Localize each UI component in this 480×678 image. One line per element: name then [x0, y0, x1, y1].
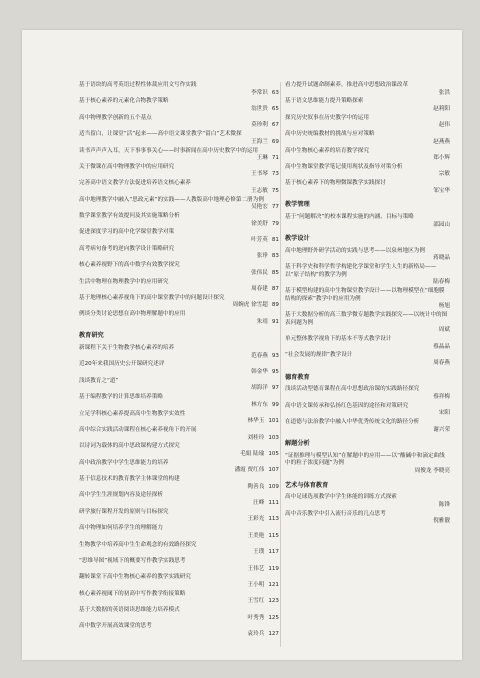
entry-meta — [79, 237, 279, 245]
entry-author: 韩金华 — [251, 369, 268, 375]
contents-column-right — [285, 82, 450, 527]
entry-author: 徐美舒 — [251, 220, 268, 227]
entry-meta — [79, 90, 279, 98]
entry-meta — [79, 155, 279, 163]
entry-title: 高中足球选项教学中学生体能的训练方式探索 — [285, 494, 397, 501]
toc-entry[interactable] — [79, 148, 279, 163]
entry-page-number: 95 — [271, 369, 279, 375]
entry-meta — [285, 518, 450, 526]
entry-title: 单元整体教学视角下的基本不等式教学设计 — [285, 336, 392, 343]
entry-author: 陆春梅 — [433, 279, 450, 286]
entry-meta — [79, 484, 279, 492]
entry-meta — [79, 106, 279, 114]
entry-page-number: 119 — [268, 565, 279, 572]
entry-title: 基于地理核心素养视角下的高中课堂教学中的问题设计探究 — [79, 294, 225, 301]
toc-entry[interactable] — [79, 262, 279, 277]
entry-title: 基于大数据分析的高三数学微专题教学实践探究——以统计中的图表问题为例 — [285, 312, 448, 326]
entry-author: 邵园山 — [433, 221, 450, 228]
entry-author: 陶善良 — [247, 483, 265, 490]
toc-entry[interactable] — [79, 361, 279, 376]
entry-author: 周斌 — [438, 327, 450, 334]
entry-meta — [79, 122, 279, 130]
entry-meta — [79, 171, 279, 179]
entry-author: 蔡晶晶 — [433, 343, 450, 350]
entry-author: 范春燕 — [251, 352, 268, 359]
toc-entry[interactable] — [79, 623, 279, 638]
entry-meta — [285, 155, 450, 163]
entry-page-number: 85 — [271, 269, 279, 276]
entry-title: 生物教学中培养高中生生命观念的有效路径探究 — [79, 541, 197, 548]
entry-meta — [79, 418, 279, 426]
toc-entry[interactable] — [285, 336, 450, 351]
toc-entry[interactable] — [79, 164, 279, 179]
toc-entry[interactable] — [79, 378, 279, 393]
entry-author: 王书琴 — [251, 171, 268, 178]
entry-page-number: 89 — [271, 302, 279, 309]
toc-entry[interactable] — [79, 180, 279, 195]
entry-meta — [79, 533, 279, 541]
entry-meta — [285, 188, 450, 196]
toc-entry[interactable] — [285, 148, 450, 163]
entry-page-number: 87 — [271, 286, 279, 293]
entry-title: 基于模型构建的高中生物课堂教学设计——以物理模型在“细胞膜结构的探索”教学中的应用为例 — [285, 288, 445, 302]
toc-entry[interactable] — [79, 574, 279, 589]
entry-author: 吴艳宏 — [251, 204, 268, 211]
entry-title: 高中生物课堂教学笔记使用现状及指导对策分析 — [285, 163, 403, 170]
entry-author: 周春燕 — [433, 360, 450, 367]
toc-entry[interactable] — [285, 403, 450, 418]
entry-author: 王小明 — [247, 581, 265, 588]
entry-title: 高中历史统编教材的挑战与应对策略 — [285, 131, 375, 138]
entry-page-number: 115 — [268, 532, 279, 539]
entry-meta — [285, 502, 450, 510]
entry-meta — [79, 516, 279, 524]
entry-title: 高中物理如何培养学生的理解能力 — [79, 525, 163, 532]
entry-title: 高中音乐教学中引入流行音乐的几点思考 — [285, 510, 386, 517]
entry-title: 适当留白，让课堂“活”起来——高中语文课堂教学“留白”艺术微探 — [79, 131, 242, 138]
toc-entry[interactable] — [79, 82, 279, 97]
toc-entry[interactable] — [79, 607, 279, 622]
entry-meta — [79, 221, 279, 229]
entry-author: 毛娟 陆瑜 — [240, 450, 265, 457]
toc-entry[interactable] — [285, 180, 450, 195]
entry-title: 探究历史叙事在历史教学中的运用 — [285, 114, 369, 121]
entry-author: 赵燕燕 — [433, 138, 450, 145]
entry-author: 刘桂玲 — [247, 434, 265, 441]
entry-author: 赵伟 — [438, 122, 450, 129]
entry-meta — [285, 222, 450, 230]
entry-page-number: 127 — [268, 631, 279, 637]
entry-title: 近20年来我国历史公开课研究述评 — [79, 361, 165, 368]
entry-title: 例谈分类讨论思想在高中物理解题中的应用 — [79, 311, 186, 318]
entry-page-number: 107 — [268, 467, 279, 474]
entry-author: 杨旭 — [438, 303, 450, 310]
entry-page-number: 105 — [268, 450, 279, 457]
entry-author: 王伟艺 — [247, 565, 265, 572]
entry-title: 基于“问题解决”的校本课程实施的内涵、目标与策略 — [285, 214, 414, 221]
entry-meta — [285, 360, 450, 368]
entry-meta — [79, 302, 279, 310]
section-heading: 解题分析 — [285, 440, 310, 448]
entry-author: 王璞 — [253, 549, 265, 556]
entry-page-number: 123 — [268, 598, 279, 605]
entry-meta — [285, 394, 450, 402]
entry-author: 林方东 — [251, 401, 268, 408]
entry-title: 核心素养视野下的高中数学有效教学探究 — [79, 262, 180, 269]
toc-entry[interactable] — [285, 164, 450, 179]
entry-title: 基于语文思维能力提升策略探索 — [285, 98, 364, 105]
entry-page-number: 63 — [271, 89, 279, 96]
entry-author: 陈锋 — [438, 501, 450, 508]
entry-author: 蔡祥梅 — [433, 393, 450, 400]
entry-title: 生活中物理在物理教学中的应用研究 — [79, 278, 169, 285]
toc-entry[interactable] — [285, 98, 450, 113]
entry-meta — [79, 598, 279, 606]
toc-entry[interactable] — [285, 82, 450, 97]
entry-title: 以诗词为载体的高中思政课构建方式探究 — [79, 443, 180, 450]
entry-meta — [79, 467, 279, 475]
entry-title: 看力提升试题命制素养，推进高中思想政治课改革 — [285, 82, 409, 88]
entry-title: 读书声声声入耳，天下事事事关心——时事新闻在高中历史教学中的运用 — [79, 147, 259, 154]
entry-title: 高考病句备考的逆向教学设计策略研究 — [79, 245, 175, 252]
entry-author: 叶芳英 — [251, 236, 268, 243]
entry-page-number: 113 — [268, 516, 279, 523]
entry-title: 高中综合实践活动课程在核心素养视角下的开展 — [79, 426, 197, 433]
entry-meta — [285, 171, 450, 179]
entry-author: 林华玉 — [247, 418, 265, 425]
entry-author: 邹宝华 — [433, 187, 450, 194]
toc-entry[interactable] — [285, 288, 450, 311]
entry-title: 高中数学开展高效课堂的思考 — [79, 623, 152, 630]
section-heading: 教育研究 — [79, 332, 104, 340]
entry-title: 立足学科核心素养提高高中生物教学实效性 — [79, 410, 186, 417]
entry-meta — [79, 500, 279, 508]
entry-meta — [285, 279, 450, 287]
entry-author: 张伟民 — [251, 269, 268, 276]
toc-entry[interactable] — [79, 213, 279, 228]
entry-page-number: 69 — [271, 138, 279, 145]
entry-page-number: 111 — [268, 500, 279, 506]
contents-column-left — [79, 82, 279, 640]
entry-author: 莫珍利 — [251, 122, 268, 129]
toc-entry[interactable] — [285, 115, 450, 130]
entry-author: 叶秀秀 — [247, 614, 265, 621]
entry-author: 朱靖 — [256, 318, 268, 325]
entry-meta — [79, 402, 279, 410]
toc-entry[interactable] — [79, 295, 279, 310]
entry-page-number: 109 — [268, 483, 279, 490]
entry-meta — [285, 122, 450, 130]
toc-entry[interactable] — [79, 229, 279, 244]
entry-author: 张琤 — [256, 253, 268, 260]
toc-entry[interactable] — [79, 591, 279, 606]
entry-author: 王志敏 — [251, 187, 268, 194]
entry-page-number: 93 — [271, 352, 279, 359]
entry-meta — [79, 582, 279, 590]
entry-title: 新课程下关于生物教学核心素养的培养 — [79, 345, 175, 352]
toc-entry[interactable] — [79, 345, 279, 360]
entry-meta — [79, 253, 279, 261]
entry-meta — [79, 631, 279, 639]
entry-title: 研学旅行课程开发的原则与目标探究 — [79, 508, 169, 515]
entry-title: “证据推理与模型认知”在解题中的应用——以“酸碱中和滴定曲线中的粒子浓度问题”为例 — [285, 452, 445, 467]
entry-page-number: 101 — [268, 418, 279, 425]
entry-title: “思维导图”视域下的概要写作教学实践思考 — [79, 557, 186, 564]
toc-entry[interactable] — [79, 394, 279, 409]
entry-author: 王雪红 — [247, 598, 265, 605]
toc-entry[interactable] — [285, 352, 450, 367]
entry-author: 潘霞 贾红伟 — [234, 467, 265, 474]
toc-entry[interactable] — [285, 248, 450, 263]
entry-meta — [285, 410, 450, 418]
entry-author: 宗敏 — [438, 171, 450, 178]
entry-author: 宋阳 — [438, 410, 450, 417]
entry-title: 高中学生生涯规划内容及途径探析 — [79, 492, 163, 499]
entry-page-number: 65 — [271, 105, 279, 112]
toc-entry[interactable] — [285, 511, 450, 526]
entry-meta — [79, 270, 279, 278]
entry-author: 李常识 — [251, 89, 268, 96]
toc-entry[interactable] — [285, 264, 450, 287]
entry-meta — [285, 468, 450, 476]
toc-entry[interactable] — [285, 494, 450, 509]
entry-page-number: 71 — [271, 155, 279, 162]
toc-entry[interactable] — [79, 131, 279, 146]
entry-title: 高中物理教学创新的五个基点 — [79, 114, 152, 121]
entry-meta — [79, 369, 279, 377]
toc-entry[interactable] — [79, 509, 279, 524]
entry-title: 基于信息技术的教育教学主体课堂的构建 — [79, 476, 180, 483]
entry-page-number: 121 — [268, 581, 279, 588]
toc-entry[interactable] — [79, 115, 279, 130]
entry-title: “社会发展的规律”教学设计 — [285, 352, 353, 359]
entry-meta — [285, 344, 450, 352]
entry-author: 倪雅靓 — [433, 518, 450, 525]
entry-author: 周婉虎 徐雪超 — [232, 302, 268, 309]
section-heading: 教学设计 — [285, 235, 310, 243]
entry-page-number: 67 — [271, 122, 279, 129]
entry-title: 基于核心素养的元素化合物教学策略 — [79, 98, 169, 105]
toc-entry[interactable] — [79, 558, 279, 573]
toc-entry[interactable] — [79, 492, 279, 507]
entry-meta — [285, 327, 450, 335]
entry-title: 基于科学史和科学哲学构建化学课堂和学生人生的新格局——以“原子结构”的教学为例 — [285, 264, 437, 278]
entry-title: 浅谈活动型德育课程在高中思想政治课的实践路径探究 — [285, 386, 420, 393]
entry-author: 王海兰 — [251, 138, 268, 145]
section-heading: 德育教育 — [285, 373, 310, 381]
entry-title: 基于核心素养下的物理微课教学实践探讨 — [285, 180, 386, 187]
entry-title: 高中政治教学中学生思维能力的培养 — [79, 459, 169, 466]
entry-title: 基于编程教学的计算思维培养策略 — [79, 394, 163, 401]
section-heading: 艺术与体育教育 — [285, 481, 329, 489]
journal-page — [22, 30, 462, 660]
entry-meta — [79, 435, 279, 443]
entry-page-number: 83 — [271, 253, 279, 260]
entry-meta — [79, 615, 279, 623]
toc-entry[interactable] — [285, 419, 450, 434]
toc-entry[interactable] — [79, 311, 279, 326]
toc-entry[interactable] — [285, 214, 450, 229]
entry-title: 浅谈教育之“道” — [79, 377, 119, 384]
entry-meta — [79, 353, 279, 361]
entry-page-number: 125 — [268, 614, 279, 621]
entry-meta — [285, 90, 450, 98]
entry-meta — [79, 549, 279, 557]
entry-author: 袁玲兵 — [247, 631, 265, 637]
entry-meta — [285, 255, 450, 263]
toc-entry[interactable] — [79, 279, 279, 294]
entry-title: 促进深度学习的高中化学课堂教学对策 — [79, 229, 175, 236]
entry-author: 王琳 — [256, 155, 268, 162]
entry-page-number: 81 — [271, 236, 279, 243]
entry-meta — [79, 139, 279, 147]
entry-title: 完善高中语文教学方法促进培养语文核心素养 — [79, 180, 191, 187]
entry-page-number: 77 — [271, 204, 279, 211]
entry-meta — [79, 286, 279, 294]
entry-meta — [79, 566, 279, 574]
entry-title: 基于大数据的英语阅读思维能力培养模式 — [79, 607, 180, 614]
section-heading: 教学管理 — [285, 201, 310, 209]
entry-meta — [285, 303, 450, 311]
entry-title: 核心素养视阈下的初高中写作教学衔接策略 — [79, 590, 186, 597]
entry-page-number: 97 — [271, 385, 279, 392]
toc-entry[interactable] — [79, 411, 279, 426]
entry-page-number: 103 — [268, 434, 279, 441]
entry-author: 周俊龙 李晓亮 — [414, 467, 450, 474]
entry-title: 高中地理野外研学活动的实践与思考——以泉州地区为例 — [285, 247, 425, 254]
toc-entry[interactable] — [285, 386, 450, 401]
entry-author: 汪峰 — [253, 500, 265, 506]
entry-author: 王美艳 — [247, 532, 265, 539]
entry-page-number: 99 — [271, 401, 279, 408]
entry-meta — [285, 139, 450, 147]
entry-meta — [285, 427, 450, 435]
entry-title: 高中语文课传承和弘扬红色基因的途径和对策研究 — [285, 402, 409, 409]
entry-author: 郑小辉 — [433, 155, 450, 162]
entry-title: 翻转课堂下高中生物核心素养的教学实践研究 — [79, 574, 191, 581]
entry-title: 高中生物核心素养的培育教学探究 — [285, 147, 369, 154]
entry-author: 周春建 — [251, 286, 268, 293]
entry-page-number: 117 — [268, 549, 279, 556]
entry-author: 赵莉阳 — [433, 105, 450, 112]
entry-page-number: 79 — [271, 220, 279, 227]
entry-page-number: 73 — [271, 171, 279, 178]
toc-entry[interactable] — [79, 197, 279, 212]
entry-page-number: 75 — [271, 187, 279, 194]
toc-entry[interactable] — [285, 312, 450, 335]
toc-entry[interactable] — [79, 460, 279, 475]
toc-entry[interactable] — [79, 443, 279, 458]
toc-entry[interactable] — [285, 453, 450, 476]
entry-title: 基于语块的高考英语过程性体裁应用文写作实践 — [79, 82, 197, 88]
toc-entry[interactable] — [79, 246, 279, 261]
entry-meta — [79, 451, 279, 459]
entry-meta — [79, 319, 279, 327]
toc-entry[interactable] — [79, 542, 279, 557]
toc-entry[interactable] — [79, 98, 279, 113]
entry-meta — [285, 106, 450, 114]
entry-author: 谢兴荣 — [433, 426, 450, 433]
column-divider — [280, 82, 281, 647]
entry-meta — [79, 385, 279, 393]
toc-entry[interactable] — [79, 427, 279, 442]
entry-meta — [79, 188, 279, 196]
entry-author: 蒋晓晶 — [433, 255, 450, 262]
entry-title: 关于微课在高中物理教学中的应用研究 — [79, 163, 175, 170]
entry-title: 在道德与法治教学中融入中华优秀传统文化的路径分析 — [285, 419, 420, 425]
toc-entry[interactable] — [285, 131, 450, 146]
entry-author: 胡海洋 — [251, 385, 268, 392]
toc-entry[interactable] — [79, 476, 279, 491]
entry-author: 翁世贵 — [251, 105, 268, 112]
entry-author: 王彩光 — [247, 516, 265, 523]
entry-meta — [79, 204, 279, 212]
entry-title: 高中地理教学中融入“思政元素”的实践——人教版高中地理必修第二册为例 — [79, 196, 264, 203]
entry-title: 数学课堂教学有效提问及其实施策略分析 — [79, 213, 180, 219]
toc-entry[interactable] — [79, 525, 279, 540]
entry-page-number: 91 — [271, 318, 279, 325]
entry-author: 张洪 — [438, 89, 450, 96]
